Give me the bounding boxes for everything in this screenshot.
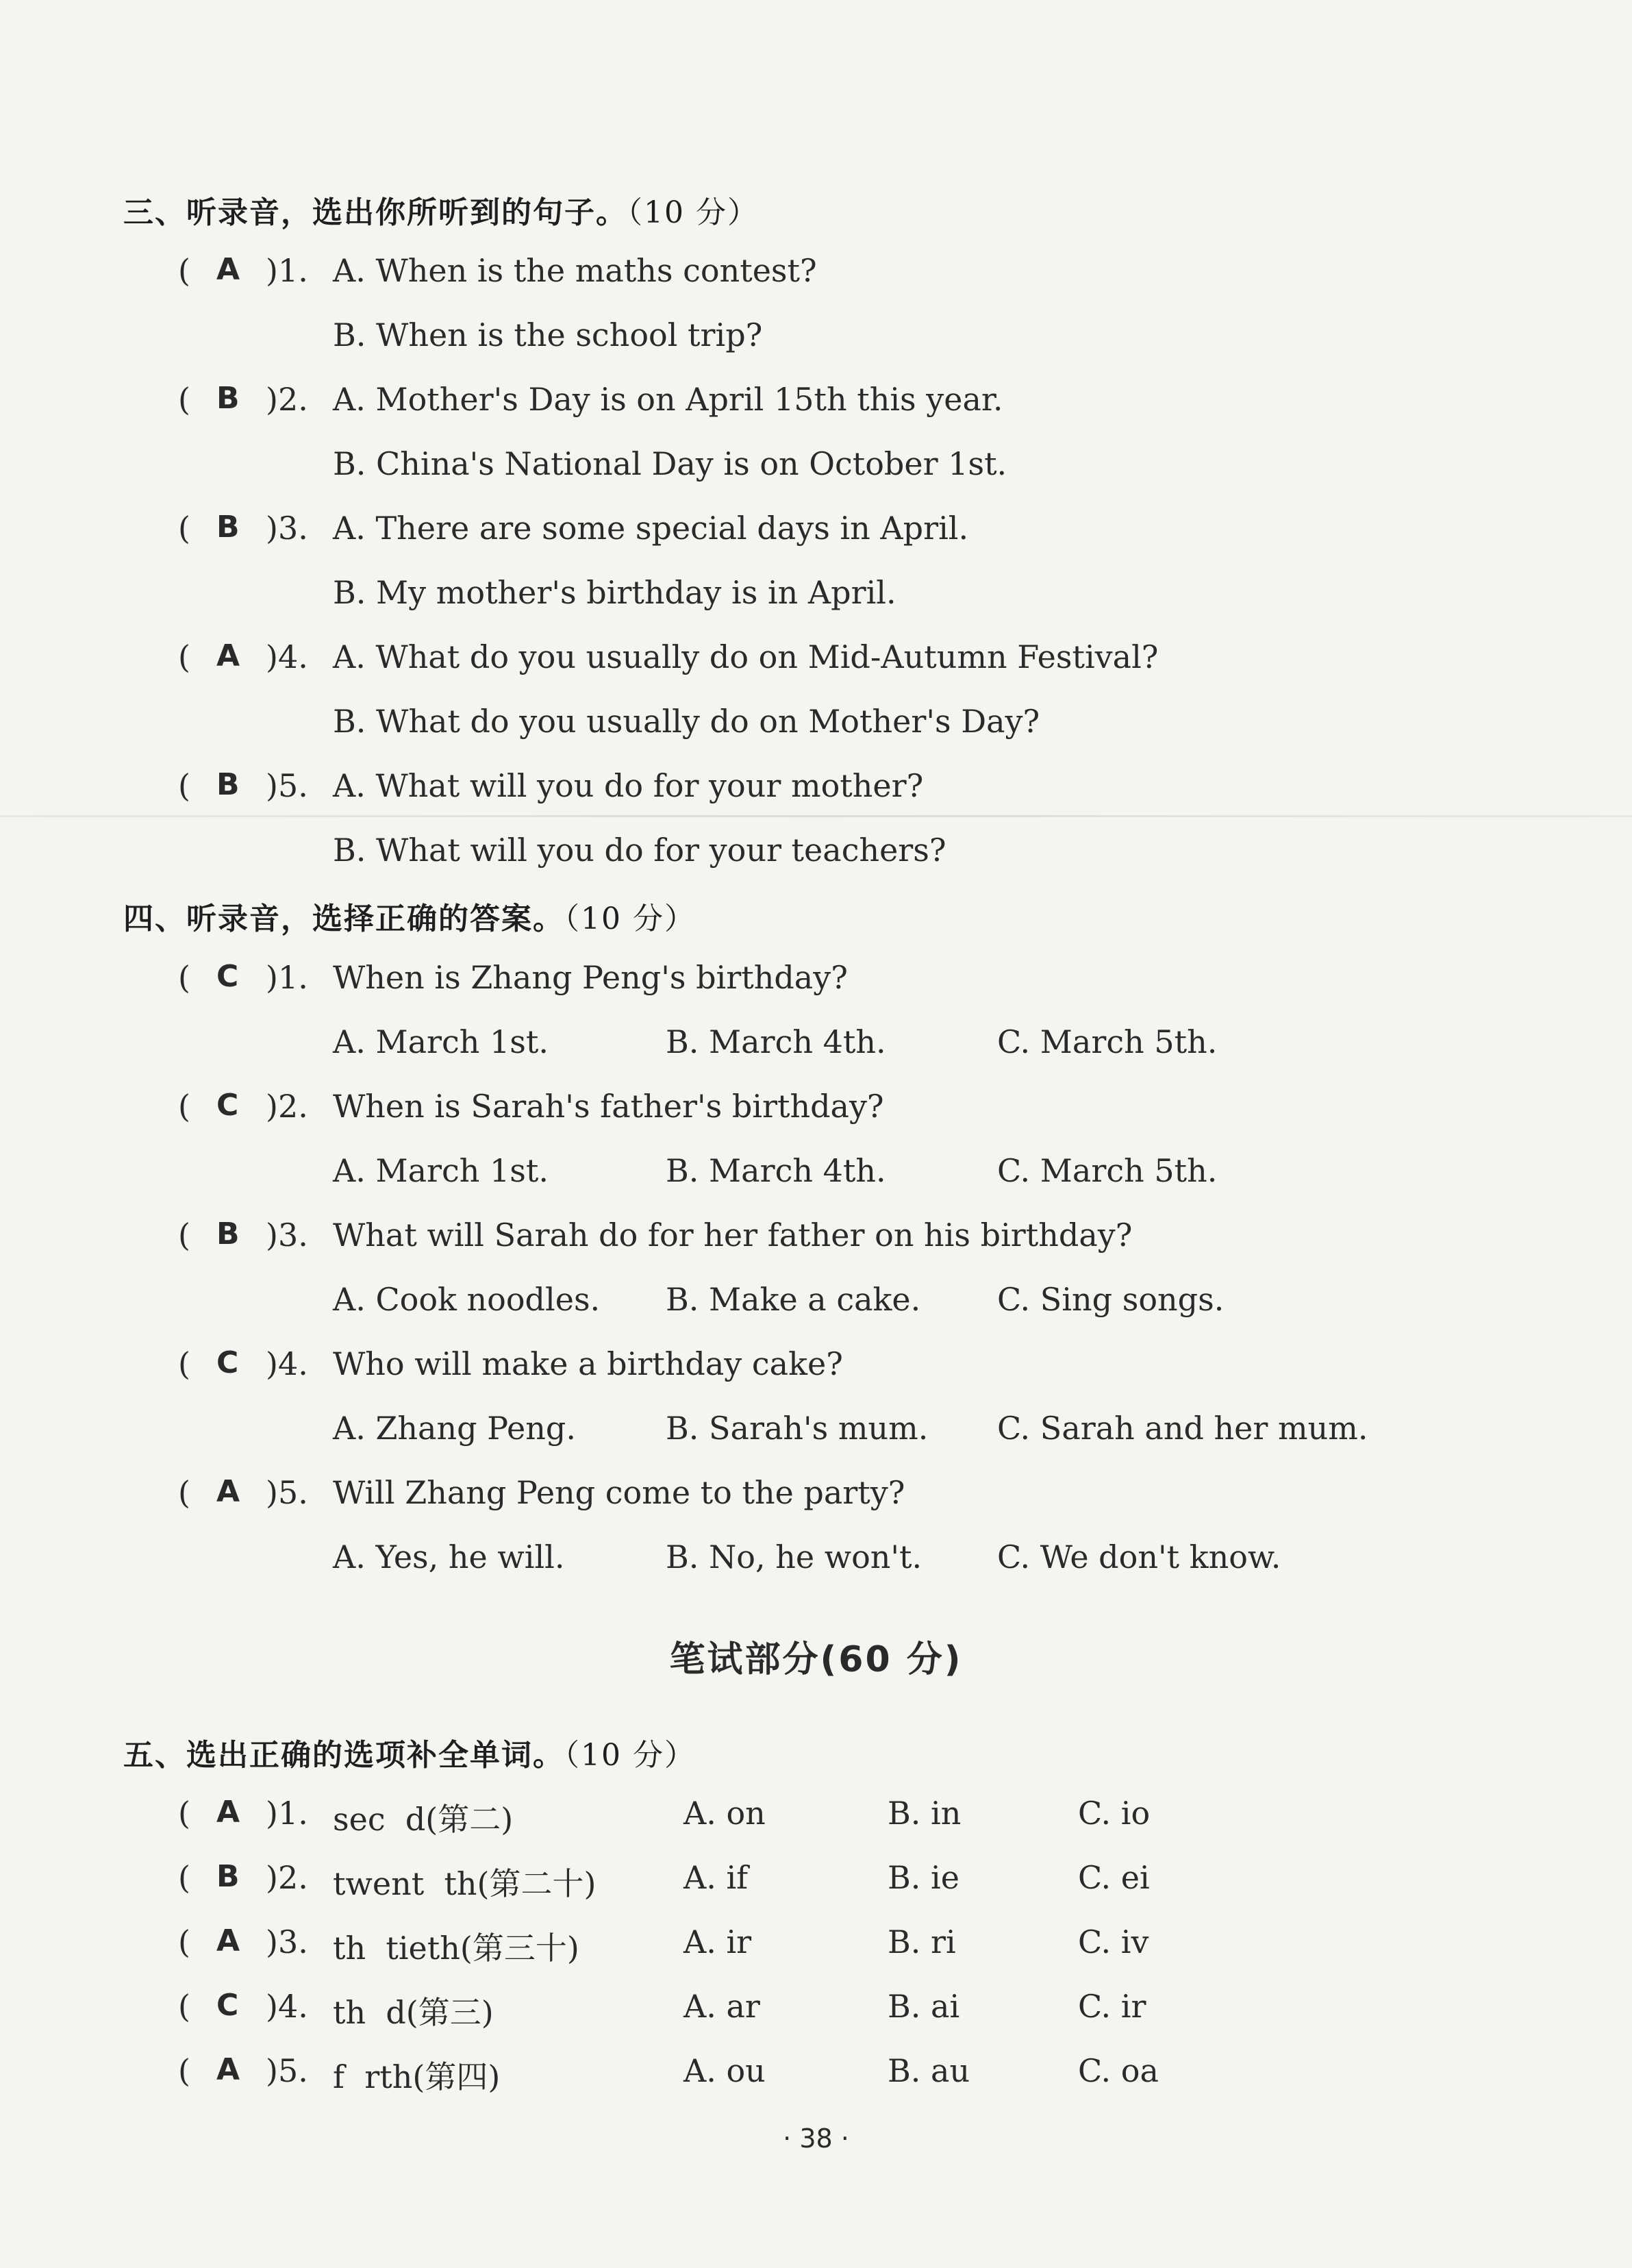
option-b: B. My mother's birthday is in April. (333, 574, 896, 611)
option-a: A. Yes, he will. (333, 1538, 565, 1575)
answer-letter: B (216, 1217, 240, 1251)
question-number: )5. (266, 767, 308, 804)
answer-bracket: ( (178, 1988, 190, 2025)
option-b: B. au (888, 2052, 970, 2089)
option-a: A. March 1st. (333, 1023, 549, 1060)
question-number: )4. (266, 638, 308, 675)
answer-bracket: ( (178, 1859, 190, 1896)
option-b: B. China's National Day is on October 1st. (333, 445, 1007, 482)
option-c: C. ei (1078, 1859, 1150, 1896)
option-b: B. ai (888, 1988, 960, 2025)
option-a: A. Mother's Day is on April 15th this year. (333, 381, 1003, 418)
option-a: A. ar (683, 1988, 760, 2025)
option-c: C. March 5th. (997, 1152, 1218, 1189)
answer-bracket: ( (178, 510, 190, 547)
option-a: A. ou (683, 2052, 766, 2089)
option-a: A. ir (683, 1923, 752, 1960)
option-a: A. March 1st. (333, 1152, 549, 1189)
answer-letter: A (216, 638, 240, 673)
answer-bracket: ( (178, 1345, 190, 1382)
answer-letter: A (216, 1474, 240, 1509)
question-number: )1. (266, 1795, 308, 1832)
option-b: B. ie (888, 1859, 959, 1896)
answer-bracket: ( (178, 959, 190, 996)
section-3-heading (123, 188, 759, 232)
option-a: A. if (683, 1859, 749, 1896)
page-number: · 38 · (783, 2123, 849, 2154)
answer-letter: A (216, 252, 240, 287)
option-a: A. Cook noodles. (333, 1281, 601, 1318)
option-c: C. oa (1078, 2052, 1159, 2089)
question-number: )3. (266, 1217, 308, 1254)
question-number: )5. (266, 1474, 308, 1511)
option-a: A. When is the maths contest? (333, 252, 817, 289)
question-number: )1. (266, 252, 308, 289)
option-a: A. on (683, 1795, 766, 1832)
answer-bracket: ( (178, 638, 190, 675)
answer-letter: C (216, 1988, 239, 2023)
section-4-heading (123, 894, 696, 938)
word-blank: twent th(第二十) (333, 1865, 597, 1902)
answer-bracket: ( (178, 2052, 190, 2089)
answer-letter: A (216, 2052, 240, 2087)
answer-bracket: ( (178, 1217, 190, 1254)
option-a: A. There are some special days in April. (333, 510, 969, 547)
answer-letter: B (216, 1859, 240, 1894)
word-blank: th d(第三) (333, 1994, 494, 2031)
option-a: A. What will you do for your mother? (333, 767, 924, 804)
option-c: C. Sing songs. (997, 1281, 1225, 1318)
answer-letter: B (216, 767, 240, 802)
section-score: （10 分） (564, 901, 696, 936)
option-c: C. Sarah and her mum. (997, 1410, 1368, 1447)
answer-letter: C (216, 1088, 239, 1123)
answer-bracket: ( (178, 1923, 190, 1960)
question-text: When is Sarah's father's birthday? (333, 1088, 884, 1125)
answer-bracket: ( (178, 1474, 190, 1511)
question-number: )2. (266, 1859, 308, 1896)
section-score: （10 分） (564, 1738, 696, 1773)
option-c: C. ir (1078, 1988, 1146, 2025)
option-a: A. Zhang Peng. (333, 1410, 576, 1447)
word-blank: f rth(第四) (333, 2058, 501, 2095)
question-text: Who will make a birthday cake? (333, 1345, 843, 1382)
question-number: )2. (266, 381, 308, 418)
word-blank: sec d(第二) (333, 1801, 514, 1838)
section-title: 四、听录音，选择正确的答案。 (123, 901, 564, 936)
option-c: C. March 5th. (997, 1023, 1218, 1060)
option-b: B. When is the school trip? (333, 316, 763, 353)
option-c: C. We don't know. (997, 1538, 1281, 1575)
section-score: （10 分） (627, 195, 759, 230)
option-c: C. io (1078, 1795, 1151, 1832)
fold-line (0, 815, 1632, 817)
section-title: 五、选出正确的选项补全单词。 (123, 1738, 564, 1773)
question-number: )4. (266, 1988, 308, 2025)
answer-bracket: ( (178, 381, 190, 418)
option-c: C. iv (1078, 1923, 1149, 1960)
answer-letter: C (216, 959, 239, 994)
question-text: Will Zhang Peng come to the party? (333, 1474, 905, 1511)
answer-bracket: ( (178, 767, 190, 804)
question-number: )3. (266, 1923, 308, 1960)
question-number: )4. (266, 1345, 308, 1382)
answer-bracket: ( (178, 252, 190, 289)
option-b: B. What do you usually do on Mother's Day? (333, 703, 1040, 740)
option-b: B. in (888, 1795, 962, 1832)
answer-letter: B (216, 510, 240, 545)
question-text: When is Zhang Peng's birthday? (333, 959, 848, 996)
question-number: )2. (266, 1088, 308, 1125)
option-a: A. What do you usually do on Mid-Autumn Festival? (333, 638, 1159, 675)
word-blank: th tieth(第三十) (333, 1930, 579, 1967)
question-text: What will Sarah do for her father on his birthday? (333, 1217, 1133, 1254)
option-b: B. Sarah's mum. (666, 1410, 929, 1447)
option-b: B. March 4th. (666, 1152, 886, 1189)
answer-bracket: ( (178, 1088, 190, 1125)
option-b: B. What will you do for your teachers? (333, 832, 946, 869)
section-title: 三、听录音，选出你所听到的句子。 (123, 195, 627, 230)
section-5-heading (123, 1730, 696, 1774)
written-part-title: 笔试部分(60 分) (669, 1639, 963, 1680)
answer-letter: A (216, 1795, 240, 1830)
question-number: )5. (266, 2052, 308, 2089)
answer-letter: A (216, 1923, 240, 1958)
option-b: B. Make a cake. (666, 1281, 921, 1318)
option-b: B. No, he won't. (666, 1538, 922, 1575)
answer-letter: C (216, 1345, 239, 1380)
option-b: B. March 4th. (666, 1023, 886, 1060)
answer-letter: B (216, 381, 240, 416)
question-number: )1. (266, 959, 308, 996)
option-b: B. ri (888, 1923, 956, 1960)
answer-bracket: ( (178, 1795, 190, 1832)
question-number: )3. (266, 510, 308, 547)
